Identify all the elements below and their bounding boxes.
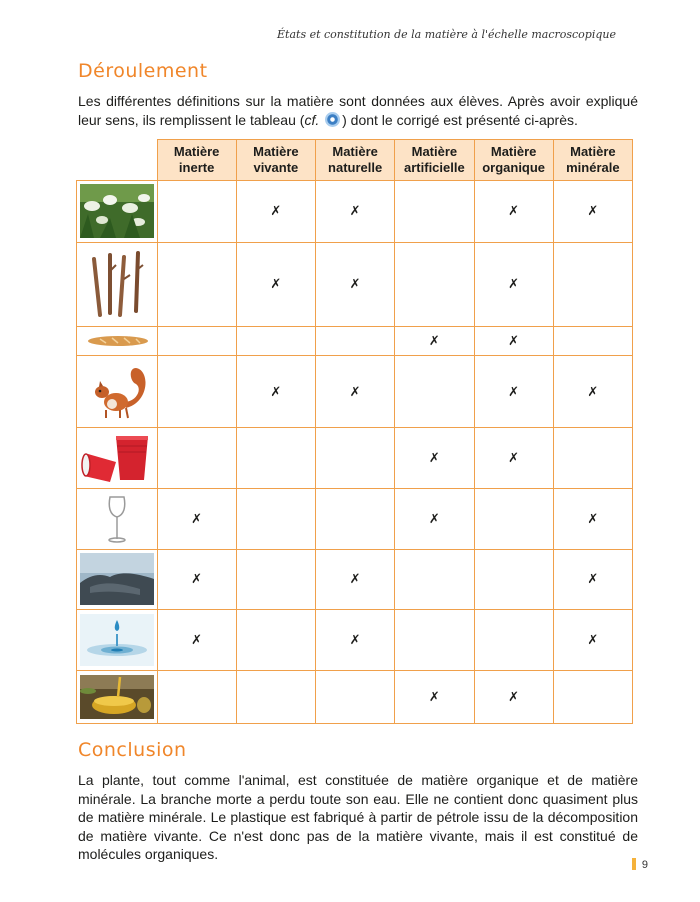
mark-cell	[157, 671, 236, 724]
col-header-minerale: Matière minérale	[553, 140, 632, 181]
cd-rom-icon	[325, 112, 340, 127]
table-row	[77, 549, 633, 610]
row-image-cell	[77, 181, 158, 243]
wine-glass-image	[80, 493, 154, 545]
mark-cell	[236, 427, 315, 488]
section-title-conclusion: Conclusion	[78, 739, 187, 761]
col-header-organique: Matière organique	[474, 140, 553, 181]
mark-cell: ✗	[474, 356, 553, 427]
col-header-artificielle: Matière artificielle	[395, 140, 474, 181]
mark-cell: ✗	[553, 610, 632, 671]
mark-cell: ✗	[474, 671, 553, 724]
mark-cell	[395, 549, 474, 610]
mark-cell	[316, 326, 395, 356]
mark-cell: ✗	[316, 356, 395, 427]
intro-text-end: ) dont le corrigé est présenté ci-après.	[342, 111, 578, 128]
plastic-cups-image	[80, 432, 154, 484]
branch-image	[80, 249, 154, 319]
mark-cell: ✗	[474, 181, 553, 243]
mark-cell	[395, 181, 474, 243]
mark-cell: ✗	[474, 242, 553, 326]
col-header-vivante: Matière vivante	[236, 140, 315, 181]
mark-cell: ✗	[553, 549, 632, 610]
mark-cell	[553, 326, 632, 356]
intro-paragraph	[78, 92, 638, 129]
mark-cell	[395, 242, 474, 326]
table-corner	[77, 140, 158, 181]
mark-cell: ✗	[236, 242, 315, 326]
squirrel-image	[80, 362, 154, 422]
table-row	[77, 326, 633, 356]
plant-image	[80, 184, 154, 238]
row-image-cell	[77, 671, 158, 724]
mark-cell: ✗	[157, 610, 236, 671]
mark-cell: ✗	[236, 356, 315, 427]
oil-image	[80, 675, 154, 719]
row-image-cell	[77, 326, 158, 356]
table-row	[77, 488, 633, 549]
mark-cell	[395, 610, 474, 671]
table-row	[77, 671, 633, 724]
mark-cell	[316, 671, 395, 724]
matter-classification-table	[76, 139, 633, 724]
table-row	[77, 610, 633, 671]
mark-cell	[474, 549, 553, 610]
mark-cell	[157, 326, 236, 356]
page-number-marker	[632, 858, 636, 870]
water-drop-image	[80, 614, 154, 666]
mark-cell	[553, 427, 632, 488]
mark-cell: ✗	[157, 549, 236, 610]
mark-cell	[395, 356, 474, 427]
table-row	[77, 427, 633, 488]
col-header-naturelle: Matière naturelle	[316, 140, 395, 181]
page-number: 9	[641, 859, 648, 871]
rock-image	[80, 553, 154, 605]
mark-cell	[316, 488, 395, 549]
mark-cell: ✗	[316, 610, 395, 671]
intro-cf: cf.	[304, 111, 320, 128]
mark-cell: ✗	[316, 549, 395, 610]
mark-cell: ✗	[474, 427, 553, 488]
mark-cell: ✗	[236, 181, 315, 243]
mark-cell	[474, 610, 553, 671]
bread-image	[80, 331, 154, 351]
table-row	[77, 356, 633, 427]
mark-cell: ✗	[316, 181, 395, 243]
intro-text-start: Les différentes définitions sur la matière sont données aux élèves. Après avoir expliqué leur sens, ils remplissent le tableau (	[78, 93, 638, 128]
mark-cell	[474, 488, 553, 549]
mark-cell: ✗	[553, 356, 632, 427]
mark-cell	[157, 181, 236, 243]
col-header-inerte: Matière inerte	[157, 140, 236, 181]
row-image-cell	[77, 549, 158, 610]
row-image-cell	[77, 610, 158, 671]
mark-cell	[236, 488, 315, 549]
mark-cell	[157, 242, 236, 326]
mark-cell	[157, 427, 236, 488]
row-image-cell	[77, 356, 158, 427]
mark-cell: ✗	[316, 242, 395, 326]
mark-cell: ✗	[395, 427, 474, 488]
mark-cell	[236, 326, 315, 356]
conclusion-paragraph: La plante, tout comme l'animal, est constituée de matière organique et de matière minérale. La branche morte a perdu toute son eau. Elle ne contient donc quasiment plus de matière minérale. Le plastique est fabriqué à partir de pétrole issu de la décomposition de matière vivante. Ce n'est donc pas de la matière vivante, mais il est constitué de molécules organiques.	[78, 772, 638, 862]
mark-cell	[236, 671, 315, 724]
mark-cell	[553, 671, 632, 724]
section-title-deroulement: Déroulement	[78, 60, 208, 82]
mark-cell	[236, 610, 315, 671]
mark-cell: ✗	[395, 488, 474, 549]
table-row	[77, 242, 633, 326]
mark-cell: ✗	[395, 671, 474, 724]
mark-cell: ✗	[553, 488, 632, 549]
table-row	[77, 181, 633, 243]
mark-cell	[316, 427, 395, 488]
running-header: États et constitution de la matière à l'échelle macroscopique	[277, 28, 616, 41]
row-image-cell	[77, 242, 158, 326]
mark-cell: ✗	[553, 181, 632, 243]
row-image-cell	[77, 488, 158, 549]
mark-cell	[553, 242, 632, 326]
mark-cell: ✗	[157, 488, 236, 549]
mark-cell: ✗	[474, 326, 553, 356]
mark-cell	[236, 549, 315, 610]
mark-cell: ✗	[395, 326, 474, 356]
row-image-cell	[77, 427, 158, 488]
mark-cell	[157, 356, 236, 427]
